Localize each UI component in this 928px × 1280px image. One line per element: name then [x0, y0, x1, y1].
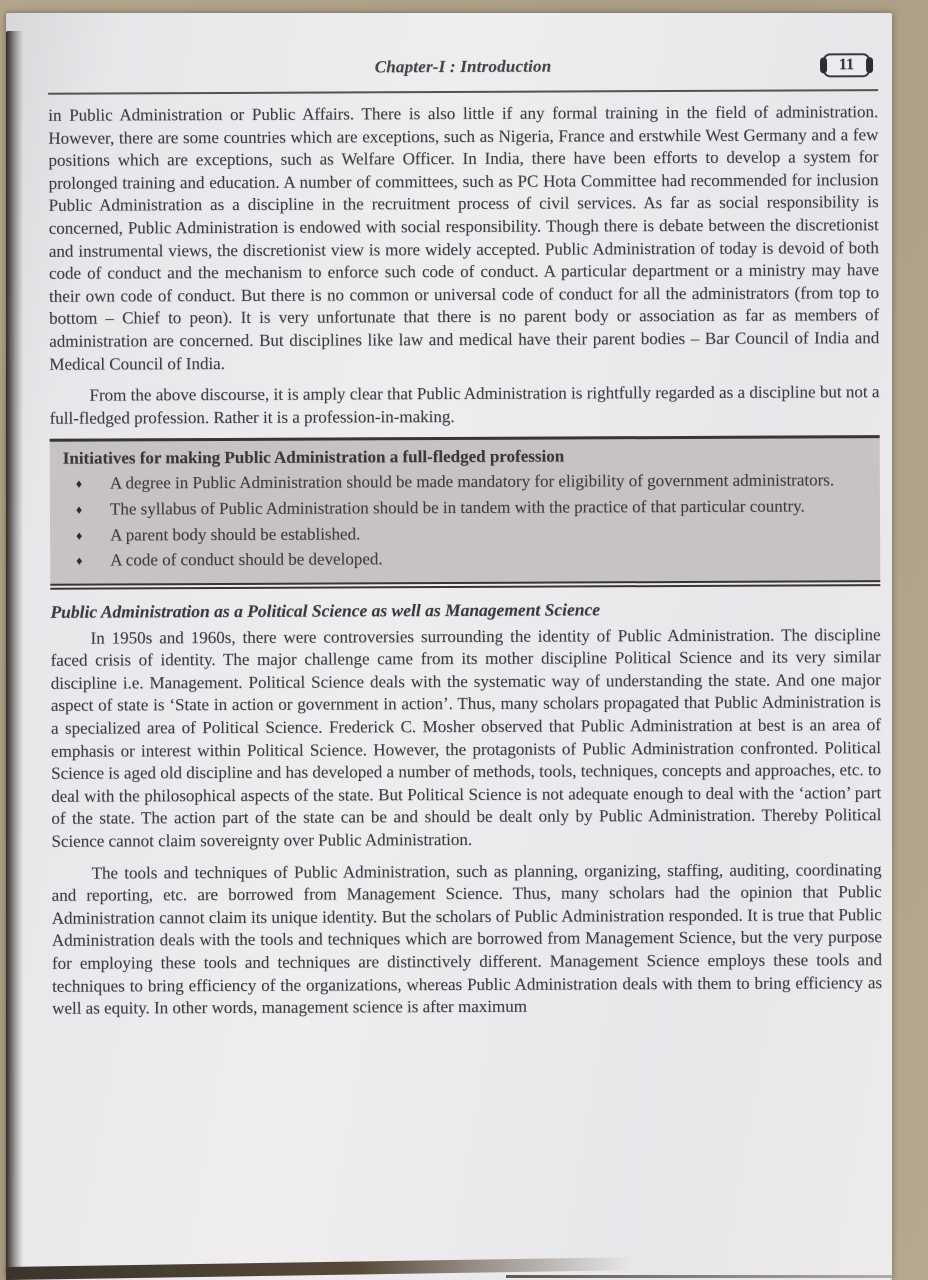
page-number: 11 — [838, 56, 855, 74]
list-item — [63, 469, 870, 495]
initiatives-box — [50, 435, 881, 585]
paragraph-discourse: From the above discourse, it is amply clear that Public Administration is rightfully regarded as a discipline but not a full-fledged profession. Rather it is a profession-in-making. — [49, 382, 880, 428]
list-item — [63, 546, 870, 572]
diamond-bullet-icon: ♦ — [76, 528, 83, 543]
section-heading: Public Administration as a Political Science as well as Management Science — [50, 599, 601, 622]
list-item — [63, 495, 870, 521]
paragraph-tools: The tools and techniques of Public Administration, such as planning, organizing, staffing, auditing, coordinating and reporting, etc. are borrowed from Management Science. Thus, many scholars had the opinion that Public Administration cannot claim its unique identity. But the scholars of Public Administration responded. It is true that Public Administration deals with the tools and techniques which are borrowed from Management Science, but the very purpose for employing these tools and techniques are distinctively different. Management Science employs these tools and techniques to bring efficiency of the organizations, whereas Public Administration deals with them to bring efficiency as well as equity. In other words, management science is after maximum — [51, 859, 883, 1018]
chapter-header: Chapter-I : Introduction — [374, 56, 552, 77]
page-content — [4, 11, 894, 1021]
list-item — [63, 521, 870, 547]
diamond-bullet-icon: ♦ — [75, 502, 83, 517]
page-number-badge — [823, 53, 870, 77]
initiative-text: A parent body should be established. — [110, 523, 361, 544]
page-header — [48, 55, 878, 93]
book-page — [6, 13, 892, 1280]
page-bottom-edge-line — [506, 1275, 892, 1278]
initiative-text: A degree in Public Administration should be made mandatory for eligibility of government administrators. — [109, 470, 835, 493]
initiative-text: The syllabus of Public Administration should be in tandem with the practice of that particular country. — [109, 496, 805, 519]
paragraph-continuation: in Public Administration or Public Affairs. There is also little if any formal training in the field of administration. However, there are some countries which are exceptions, such as Nigeria, France and erstwhile West Germany and a few positions which are exceptions, such as Welfare Officer. In India, there have been efforts to develop a system for prolonged training and education. A number of committees, such as PC Hota Committee had recommended for inclusion Public Administration as a discipline in the recruitment process of civil services. As far as social responsibility is concerned, Public Administration is endowed with social responsibility. Though there is debate between the discretionist and instrumental views, the discretionist view is more widely accepted. Public Administration of today is devoid of both code of conduct and the mechanism to enforce such code of conduct. A particular department or a ministry may have their own code of conduct. But there is no common or universal code of conduct for all the administrators (from top to bottom – Chief to peon). It is very unfortunate that there is no parent body or association as far as members of administration are concerned. But disciplines like law and medical have their parent bodies – Bar Council of India and Medical Council of India. — [48, 102, 880, 374]
diamond-bullet-icon: ♦ — [75, 476, 83, 491]
paragraph-identity: In 1950s and 1960s, there were controversies surrounding the identity of Public Administration. The discipline faced crisis of identity. The major challenge came from its mother discipline Political Science and its very similar discipline i.e. Management. Political Science deals with the systematic way of understanding the state. And one major aspect of state is ‘State in action or government in action’. Thus, many scholars propagated that Public Administration is a specialized area of Political Science. Frederick C. Mosher observed that Public Administration at best is an area of emphasis or interest within Political Science. However, the protagonists of Public Administration confronted. Political Science is aged old discipline and has developed a number of methods, tools, techniques, concepts and approaches, etc. to deal with the philosophical aspects of the state. But Political Science is not adequate enough to deal with the ‘action’ part of the state. The action part of the state can be and should be dealt only by Public Administration. Thereby Political Science cannot claim sovereignty over Public Administration. — [50, 624, 882, 851]
initiative-text: A code of conduct should be developed. — [110, 549, 383, 570]
diamond-bullet-icon: ♦ — [76, 553, 83, 568]
initiatives-title: Initiatives for making Public Administration a full-fledged profession — [62, 446, 565, 468]
